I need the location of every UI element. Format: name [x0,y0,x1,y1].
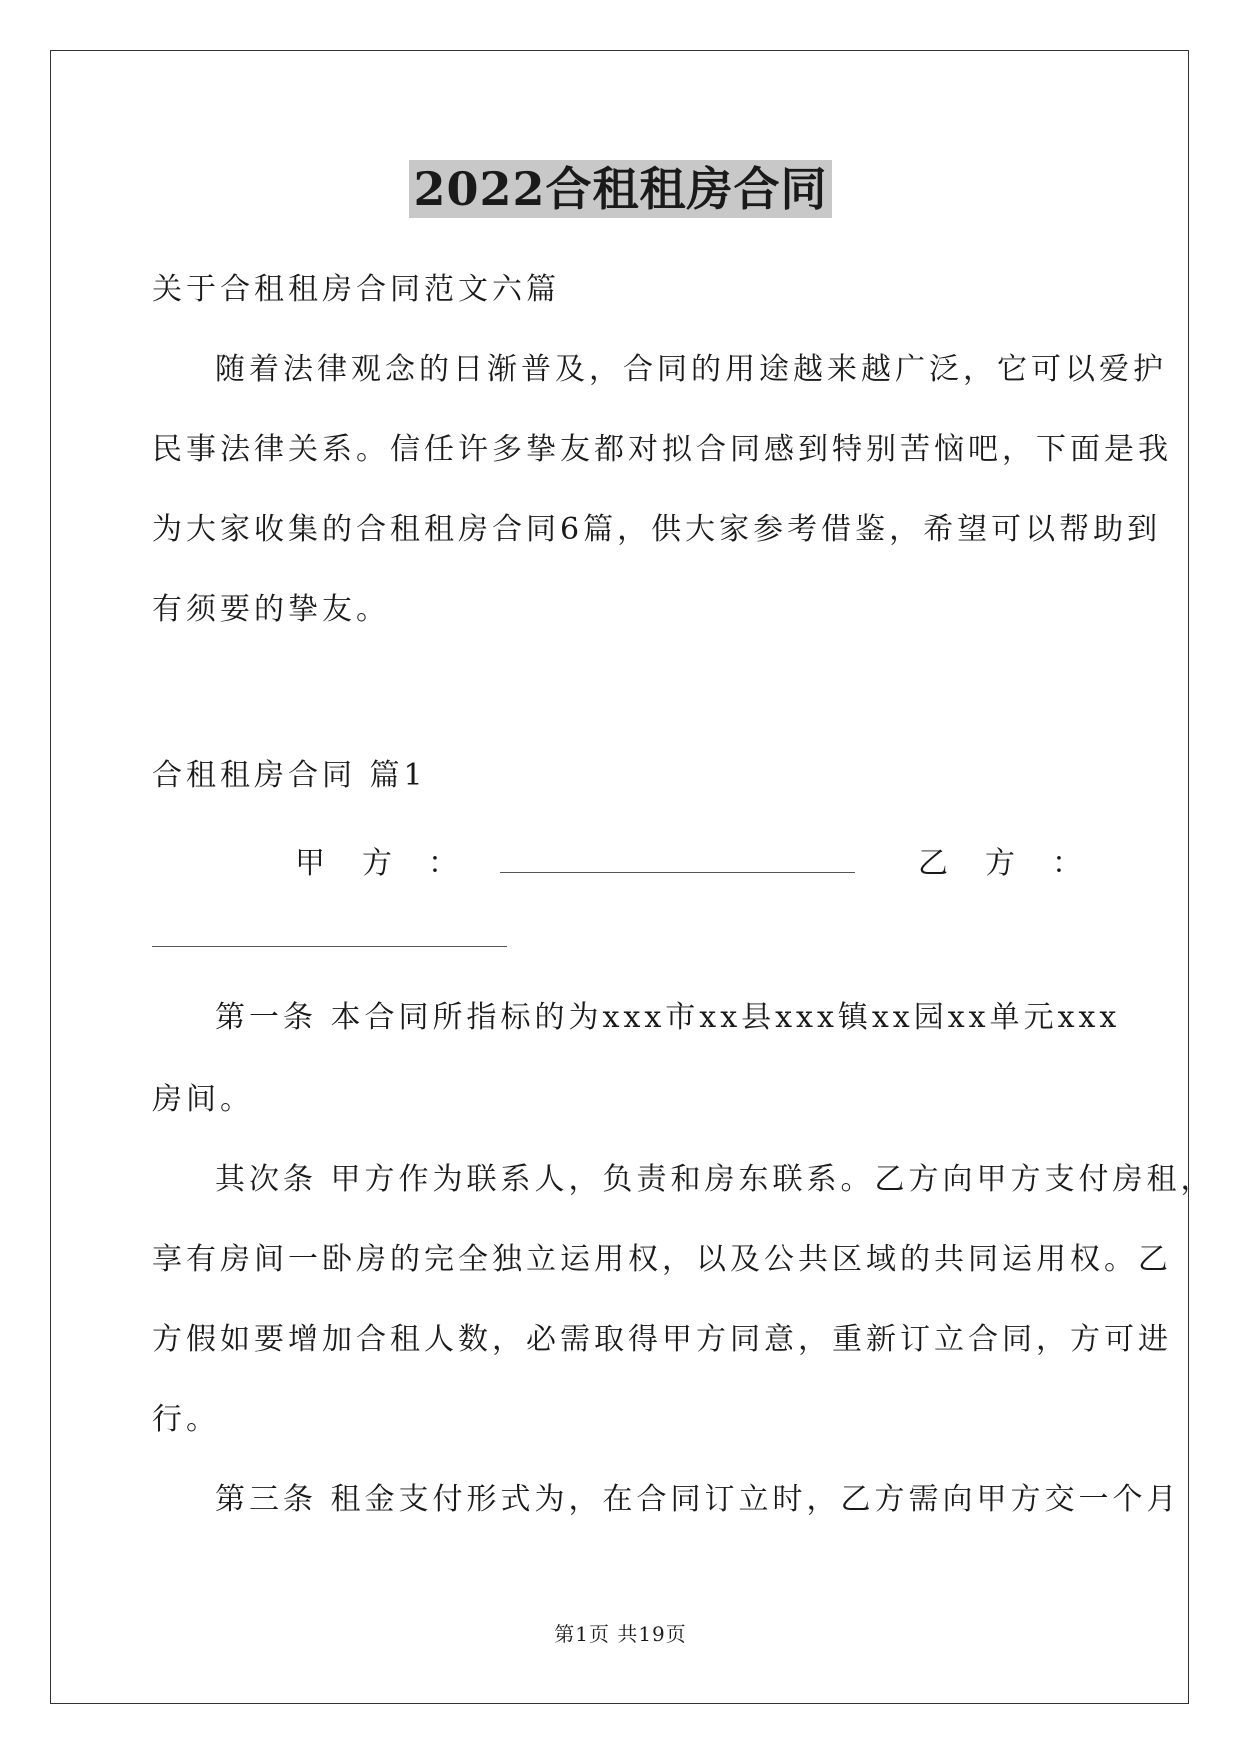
document-title: 2022合租租房合同 [409,160,831,218]
party-b-label: 方 [985,846,1015,881]
page-number: 第1页 共19页 [554,1622,687,1646]
article-line: 行。 [152,1402,220,1437]
intro-line: 民事法律关系。信任许多挚友都对拟合同感到特别苦恼吧，下面是我 [152,432,1172,467]
party-a-colon: ： [428,846,458,881]
article-line: 其次条 甲方作为联系人，负责和房东联系。乙方向甲方支付房租， [215,1162,1215,1197]
article-line: 第三条 租金支付形式为，在合同订立时，乙方需向甲方交一个月 [215,1482,1181,1517]
section-heading: 合租租房合同 篇1 [152,758,427,793]
party-a-label: 方 [362,846,392,881]
intro-line: 有须要的挚友。 [152,592,390,627]
intro-line: 随着法律观念的日渐普及，合同的用途越来越广泛，它可以爱护 [215,352,1167,387]
party-b-colon: ： [1052,846,1082,881]
article-line: 第一条 本合同所指标的为xxx市xx县xxx镇xx园xx单元xxx [215,1000,1121,1035]
article-line: 房间。 [152,1082,254,1117]
party-a-label: 甲 [295,846,325,881]
intro-line: 为大家收集的合租租房合同6篇，供大家参考借鉴，希望可以帮助到 [152,512,1162,547]
article-line: 方假如要增加合租人数，必需取得甲方同意，重新订立合同，方可进 [152,1322,1172,1357]
party-b-blank-line [152,946,507,947]
subtitle: 关于合租租房合同范文六篇 [152,272,560,307]
party-row [0,838,1241,881]
party-b-label: 乙 [918,846,948,881]
article-line: 享有房间一卧房的完全独立运用权，以及公共区域的共同运用权。乙 [152,1242,1172,1277]
party-a-blank-line [500,872,855,873]
